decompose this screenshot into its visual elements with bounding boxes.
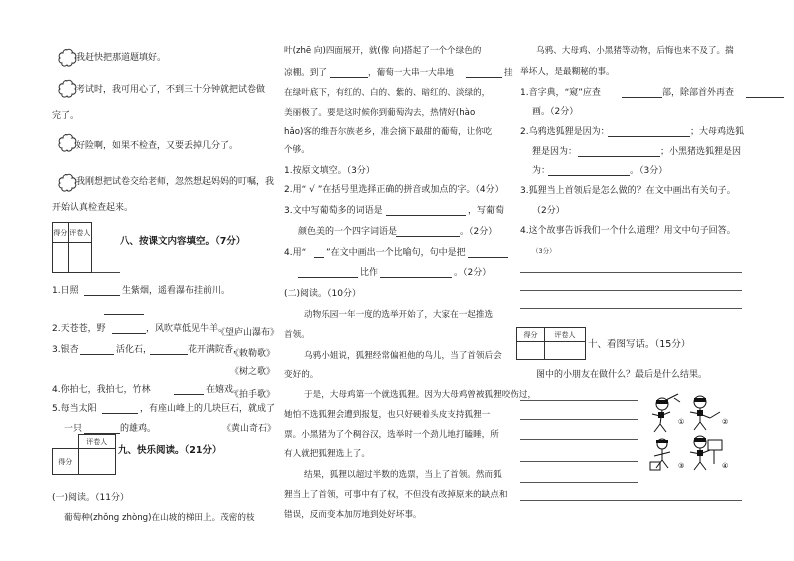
reading-1-title: (一)阅读。（11分） bbox=[52, 493, 129, 503]
q2-end: ，风吹草低见牛羊。 bbox=[146, 324, 228, 334]
score-label: 得分 bbox=[53, 449, 79, 475]
flower-bubble-icon bbox=[56, 133, 78, 153]
writing-line[interactable] bbox=[520, 461, 638, 462]
ordering-item-2: 考试时，我可用心了，不到三十分钟就把试卷做 bbox=[76, 85, 266, 95]
q4-answer-blank-3[interactable] bbox=[380, 269, 452, 278]
q4-answer-blank[interactable] bbox=[468, 249, 508, 258]
section-8-title: 八、按课文内容填空。（7分） bbox=[120, 236, 246, 247]
grader-cell[interactable] bbox=[78, 449, 115, 475]
answer-line[interactable] bbox=[520, 272, 742, 273]
score-cell[interactable] bbox=[517, 342, 545, 360]
c3-question-4-score: （3分） bbox=[532, 247, 556, 255]
q5-mid: ，有座山峰上的几块巨石，就成了 bbox=[140, 404, 276, 414]
passage-blank-1[interactable] bbox=[330, 69, 368, 78]
writing-line[interactable] bbox=[520, 439, 638, 440]
q1-end: 生紫烟，遥看瀑布挂前川。 bbox=[122, 286, 231, 296]
section-9-title: 九、快乐阅读。（21分） bbox=[118, 445, 222, 456]
passage-start: 葡萄种(zhǒng zhòng)在山坡的梯田上。茂密的枝 bbox=[64, 513, 255, 523]
c3-question-4: 4.这个故事告诉我们一个什么道理？用文中句子回答。 bbox=[520, 226, 736, 236]
q3-start: 3.银杏 bbox=[52, 345, 79, 355]
q1-start: 1.日照 bbox=[52, 286, 79, 296]
ordering-item-2-cont: 完了。 bbox=[52, 111, 80, 121]
c3-question-2-mid: ；大母鸡选狐 bbox=[690, 127, 745, 137]
q1-blank-2[interactable] bbox=[104, 306, 144, 315]
passage-blank-2[interactable] bbox=[466, 69, 502, 78]
q4-source: 《拍手歌》 bbox=[230, 390, 276, 400]
question-3: 3.文中写葡萄多的词语是 bbox=[284, 206, 383, 216]
q4-answer-blank-2[interactable] bbox=[298, 269, 358, 278]
passage2-line: 她怕不选狐狸会遭到报复，也只好硬着头皮支持狐狸一 bbox=[284, 410, 491, 420]
writing-line[interactable] bbox=[520, 482, 638, 483]
flower-bubble-icon bbox=[56, 79, 78, 99]
c3-question-1-end: 画。（2分） bbox=[532, 107, 579, 117]
writing-line[interactable] bbox=[520, 400, 638, 401]
column-3 bbox=[520, 0, 794, 561]
q4-end: 在嬉戏。 bbox=[206, 385, 243, 395]
score-label: 得分 bbox=[517, 328, 545, 342]
score-line bbox=[92, 272, 120, 273]
score-cell[interactable] bbox=[53, 243, 69, 273]
passage-line: 凉棚。到了 bbox=[284, 68, 327, 78]
writing-line[interactable] bbox=[520, 419, 638, 420]
q1-source: 《望庐山瀑布》 bbox=[216, 328, 280, 338]
passage-line: 叶(zhē 向)四面展开，就(像 向)搭起了一个个绿色的 bbox=[284, 46, 482, 56]
question-1: 1.按原文填空。（3分） bbox=[284, 166, 375, 176]
q5-start: 5.每当太阳 bbox=[52, 404, 97, 414]
c3-question-2: 2.乌鸦选狐狸是因为： bbox=[520, 127, 610, 137]
passage2-line: 错误，反而变本加厉地到处好坏事。 bbox=[284, 510, 422, 520]
grader-cell[interactable] bbox=[544, 342, 585, 360]
q3-answer-blank[interactable] bbox=[386, 207, 466, 216]
c3-question-1-mid: 部，除部首外再查 bbox=[662, 88, 735, 98]
c3-q2-blank[interactable] bbox=[608, 128, 690, 137]
q5-blank-2[interactable] bbox=[84, 425, 120, 434]
grader-label: 评卷人 bbox=[544, 328, 585, 342]
q2-source: 《敕勒歌》 bbox=[230, 349, 276, 359]
q3-mid: 活化石， bbox=[116, 345, 153, 355]
q3-answer-blank-2[interactable] bbox=[396, 228, 460, 237]
passage-line: 挂 bbox=[504, 68, 513, 78]
passage2-line: 于是，大母鸡第一个就选狐狸。因为大母鸡曾被狐狸咬伤过， bbox=[304, 390, 537, 400]
passage2-line: 首领。 bbox=[284, 330, 310, 340]
q3-end: 花开满院香， bbox=[188, 345, 243, 355]
q2-start: 2.天苍苍，野 bbox=[52, 324, 106, 334]
q4-symbol-blank bbox=[314, 249, 324, 258]
passage3-line: 举坏人，是最糊秘的事。 bbox=[520, 67, 615, 77]
grader-label: 评卷人 bbox=[78, 435, 115, 449]
c3-question-2-cont-2: 为： bbox=[532, 166, 551, 176]
passage-line: 在绿叶底下，有红的、白的、紫的、暗红的、淡绿的， bbox=[284, 88, 491, 98]
passage2-line: 变好的。 bbox=[284, 370, 319, 380]
passage2-line: 乌鸦小姐说，狐狸经常偏袒他的鸟儿，当了首领后会 bbox=[304, 351, 502, 361]
section-10-title: 十、看图写话。（15分） bbox=[588, 339, 691, 350]
q5-start-2: 一只 bbox=[64, 424, 83, 434]
question-3-cont: 颜色美的一个四字词语是 bbox=[298, 227, 398, 237]
score-box bbox=[52, 222, 92, 273]
score-box bbox=[516, 327, 586, 360]
c3-question-2-cont: 狸是因为： bbox=[532, 147, 578, 157]
passage-line: ，葡萄一大串一大串地 bbox=[368, 68, 454, 78]
q5-blank[interactable] bbox=[102, 405, 138, 414]
q4-blank[interactable] bbox=[174, 386, 204, 395]
score-label: 得分 bbox=[53, 223, 69, 243]
c3-question-2-end: 。（3分） bbox=[630, 166, 668, 176]
reading-2-title: (二)阅读。（10分） bbox=[284, 289, 361, 299]
answer-line[interactable] bbox=[520, 290, 742, 291]
q2-blank[interactable] bbox=[112, 325, 146, 334]
passage-line: hǎo)客的维吾尔族老乡，准会摘下最甜的葡萄，让你吃 bbox=[284, 127, 493, 137]
passage2-line: 有人就把狐狸选上了。 bbox=[284, 449, 370, 459]
ordering-item-4-cont: 开始认真检查起来。 bbox=[52, 203, 134, 213]
flower-bubble-icon bbox=[56, 48, 78, 68]
score-box bbox=[52, 434, 116, 475]
question-4-cont: 比作 bbox=[360, 268, 379, 278]
grader-label: 评卷人 bbox=[68, 223, 91, 243]
writing-prompt: 图中的小朋友在做什么？最后是什么结果。 bbox=[536, 370, 708, 380]
passage-line: 个够。 bbox=[284, 145, 310, 155]
question-3-mid: ，写葡萄 bbox=[468, 206, 505, 216]
pic-label-3: ③ bbox=[678, 462, 685, 470]
question-2: 2.用“ √ ”在括号里选择正确的拼音或加点的字。（4分） bbox=[284, 185, 504, 195]
question-4-mid: ”在文中画出一个比喻句，句中是把 bbox=[326, 248, 466, 258]
passage2-line: 狸当上了首领，可事中有了权，不但没有改掉原来的缺点和 bbox=[284, 490, 508, 500]
ordering-item-1: 我赶快把那道题填好。 bbox=[76, 53, 167, 63]
c3-q2-blank-2[interactable] bbox=[578, 148, 660, 157]
ordering-item-4: 我刚想把试卷交给老师，忽然想起妈妈的叮嘱，我 bbox=[76, 177, 275, 187]
passage2-line: 票。小黑猪为了个稠谷汉，选举时一个劲儿地打瞌睡，所 bbox=[284, 430, 499, 440]
ordering-item-3: 好险啊，如果不检查，又要丢掉几分了。 bbox=[76, 141, 239, 151]
q5-end: 的雄鸡。 bbox=[120, 424, 157, 434]
c3-question-3: 3.狐狸当上首领后是怎么做的？在文中画出有关句子。 bbox=[520, 186, 736, 196]
question-4: 4.用“ bbox=[284, 248, 307, 258]
c3-question-2-mid-2: ；小黑猪选狐狸是因 bbox=[660, 147, 742, 157]
answer-line[interactable] bbox=[520, 308, 742, 309]
pic-label-2: ② bbox=[722, 418, 729, 426]
c3-q1-blank[interactable] bbox=[622, 89, 662, 98]
question-4-end: 。（2分） bbox=[454, 268, 492, 278]
grader-cell[interactable] bbox=[68, 243, 91, 273]
column-1 bbox=[0, 0, 280, 561]
q4-start: 4.你拍七，我拍七，竹林 bbox=[52, 385, 151, 395]
passage-line: 美丽极了。要是这时候你到葡萄沟去，热情好(hào bbox=[284, 108, 476, 118]
c3-q1-blank-2[interactable] bbox=[746, 89, 784, 98]
q5-source: 《黄山奇石》 bbox=[222, 424, 277, 434]
q3-blank-2[interactable] bbox=[150, 346, 188, 355]
c3-question-1: 1.音字典，“窥”应查 bbox=[520, 88, 601, 98]
passage2-line: 动物乐园一年一度的选举开始了，大家在一起推选 bbox=[304, 310, 494, 320]
c3-question-3-score: （2分） bbox=[532, 206, 565, 216]
passage3-line: 乌鸦、大母鸡、小黑猪等动物，后悔也来不及了。揣 bbox=[536, 46, 734, 56]
q3-blank[interactable] bbox=[80, 346, 114, 355]
passage2-line: 结果，狐狸以超过半数的选票，当上了首领。然而狐 bbox=[304, 470, 502, 480]
q3-source: 《树之歌》 bbox=[230, 367, 276, 377]
c3-q2-blank-3[interactable] bbox=[548, 167, 630, 176]
writing-line[interactable] bbox=[520, 500, 742, 501]
flower-bubble-icon bbox=[56, 173, 78, 193]
pic-label-1: ① bbox=[678, 418, 685, 426]
question-3-end: 。（2分） bbox=[460, 227, 498, 237]
q1-blank[interactable] bbox=[84, 287, 120, 296]
comic-picture bbox=[644, 392, 734, 476]
pic-label-4: ④ bbox=[722, 462, 729, 470]
